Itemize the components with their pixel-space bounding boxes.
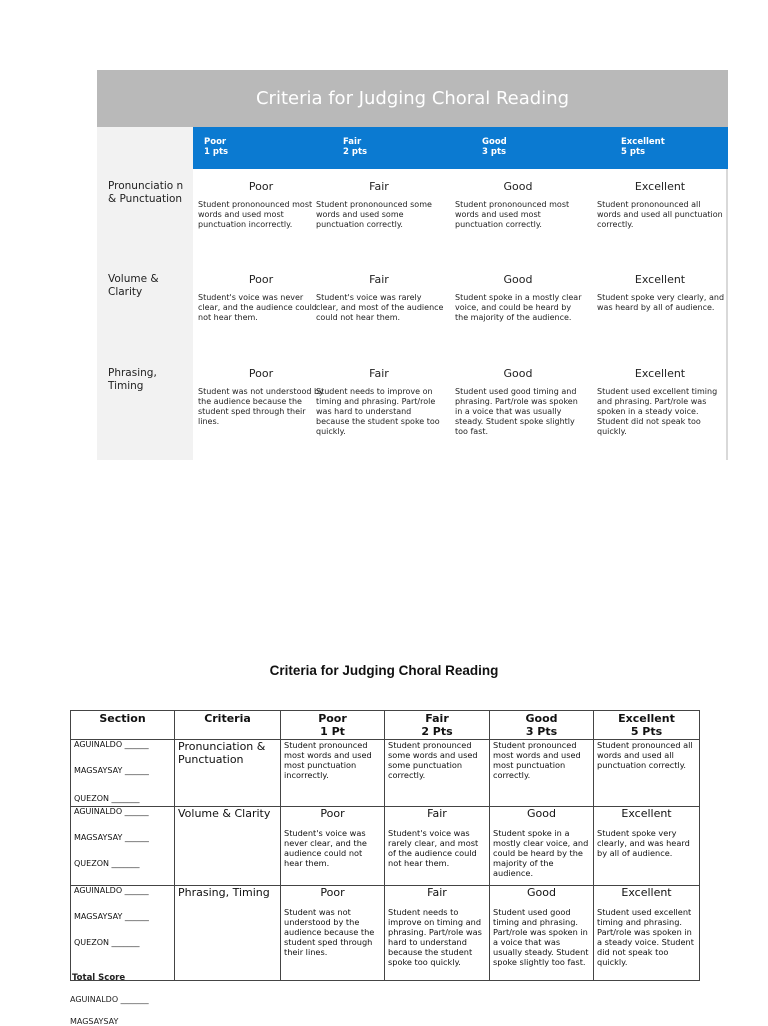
header-criteria: Criteria [175, 711, 281, 740]
table-title: Criteria for Judging Choral Reading [269, 663, 499, 678]
desc-cell: Student pronounced most words and used most punctuation correctly. [490, 740, 594, 807]
rubric-col-pts: 1 pts [204, 147, 229, 157]
rubric-col-excellent [610, 127, 728, 169]
rubric-col-pts: 2 pts [343, 147, 368, 157]
rubric-cell-level: Excellent [634, 180, 686, 193]
rubric-cell [593, 367, 727, 437]
rubric-cell [312, 367, 446, 437]
rubric-col-poor [193, 127, 332, 169]
rubric-column-header [193, 127, 728, 169]
cell-level: Excellent [621, 807, 672, 820]
section-quezon: QUEZON _______ [74, 859, 140, 868]
rubric-cell-desc: Student's voice was never clear, and the audience could not hear them. [198, 293, 317, 322]
section-magsaysay: MAGSAYSAY ______ [74, 766, 149, 775]
rubric-col-pts: 5 pts [621, 147, 646, 157]
criteria-cell: Phrasing, Timing [175, 886, 281, 981]
rubric-cell [194, 367, 328, 427]
desc-cell [490, 886, 594, 981]
cell-desc: Student used good timing and phrasing. Part/role was spoken in a voice that was usually steady. Student spoke slightly too fast. [493, 907, 589, 967]
cell-level: Poor [320, 886, 345, 899]
desc-cell [281, 886, 385, 981]
cell-desc: Student spoke very clearly, and was heard by all of audience. [597, 828, 690, 858]
rubric-col-name: Fair [343, 137, 362, 147]
rubric-cell-level: Poor [248, 180, 274, 193]
desc-cell [385, 807, 490, 886]
section-cell [71, 740, 175, 807]
section-cell [71, 886, 175, 981]
total-score-label: Total Score [72, 973, 126, 983]
cell-desc: Student's voice was never clear, and the audience could not hear them. [284, 828, 367, 868]
rubric-cell-level: Poor [248, 273, 274, 286]
rubric-cell-desc: Student used excellent timing and phrasing. Part/role was spoken in a steady voice. Student did not speak too quickly. [597, 387, 718, 436]
rubric-cell-level: Excellent [634, 367, 686, 380]
rubric-col-good [471, 127, 610, 169]
rubric-cell-desc: Student spoke very clearly, and was heard by all of audience. [597, 293, 725, 312]
cell-desc: Student's voice was rarely clear, and most of the audience could not hear them. [388, 828, 479, 868]
rubric-cell-level: Fair [369, 273, 389, 286]
section-quezon: QUEZON _______ [74, 938, 140, 947]
rubric-cell-level: Poor [248, 367, 274, 380]
rubric-col-name: Excellent [621, 137, 665, 147]
header-pts: 5 Pts [630, 725, 663, 738]
header-fair [385, 711, 490, 740]
rubric-cell-desc: Student prononounced most words and used most punctuation incorrectly. [198, 200, 313, 229]
cell-level: Excellent [621, 886, 672, 899]
header-pts: 3 Pts [525, 725, 558, 738]
header-level: Excellent [618, 712, 675, 725]
header-excellent [594, 711, 700, 740]
rubric-cell [194, 273, 328, 323]
desc-cell: Student pronounced all words and used all punctuation correctly. [594, 740, 700, 807]
header-section: Section [71, 711, 175, 740]
header-level: Good [525, 712, 558, 725]
cell-desc: Student needs to improve on timing and phrasing. Part/role was hard to understand because the student spoke too quickly. [388, 907, 482, 967]
rubric-cell-level: Good [503, 273, 533, 286]
rubric-cell-level: Good [503, 180, 533, 193]
cell-level: Fair [427, 807, 447, 820]
total-section-aguinaldo: AGUINALDO _______ [70, 995, 149, 1004]
rubric-cell [312, 273, 446, 323]
judging-table [70, 710, 700, 981]
rubric-cell-desc: Student spoke in a mostly clear voice, and could be heard by the majority of the audience. [455, 293, 582, 322]
rubric-cell [593, 273, 727, 313]
rubric-cell [194, 180, 328, 230]
rubric-card [97, 70, 728, 460]
table-row [71, 740, 700, 807]
section-aguinaldo: AGUINALDO ______ [74, 807, 149, 816]
rubric-row-criteria: Phrasing, Timing [108, 367, 157, 392]
desc-cell: Student pronounced most words and used most punctuation incorrectly. [281, 740, 385, 807]
desc-cell [594, 807, 700, 886]
rubric-col-name: Poor [204, 137, 227, 147]
section-cell [71, 807, 175, 886]
rubric-cell-desc: Student used good timing and phrasing. Part/role was spoken in a voice that was usually steady. Student spoke slightly too fast. [455, 387, 578, 436]
header-good [490, 711, 594, 740]
section-aguinaldo: AGUINALDO ______ [74, 740, 149, 749]
table-row [71, 886, 700, 981]
desc-cell [594, 886, 700, 981]
rubric-row-criteria: Volume & Clarity [108, 273, 159, 298]
cell-desc: Student spoke in a mostly clear voice, and could be heard by the majority of the audience. [493, 828, 589, 878]
rubric-cell [451, 367, 585, 437]
rubric-cell [451, 180, 585, 230]
rubric-col-pts: 3 pts [482, 147, 507, 157]
rubric-col-fair [332, 127, 471, 169]
desc-cell [281, 807, 385, 886]
header-pts: 2 Pts [421, 725, 453, 738]
rubric-cell-desc: Student needs to improve on timing and phrasing. Part/role was hard to understand because the student spoke too quickly. [316, 387, 440, 436]
rubric-cell-level: Excellent [634, 273, 686, 286]
header-pts: 1 Pt [320, 725, 345, 738]
total-section-magsaysay: MAGSAYSAY [70, 1017, 119, 1026]
cell-level: Fair [427, 886, 447, 899]
rubric-cell-desc: Student prononounced some words and used some punctuation correctly. [316, 200, 432, 229]
rubric-cell-level: Good [503, 367, 533, 380]
rubric-title: Criteria for Judging Choral Reading [97, 70, 728, 127]
desc-cell [490, 807, 594, 886]
desc-cell: Student pronounced some words and used some punctuation correctly. [385, 740, 490, 807]
criteria-cell: Volume & Clarity [175, 807, 281, 886]
rubric-cell-level: Fair [369, 180, 389, 193]
rubric-col-name: Good [482, 137, 507, 147]
header-level: Poor [318, 712, 347, 725]
rubric-cell-desc: Student prononounced most words and used most punctuation correctly. [455, 200, 570, 229]
desc-cell [385, 886, 490, 981]
section-quezon: QUEZON _______ [74, 794, 140, 803]
cell-desc: Student used excellent timing and phrasing. Part/role was spoken in a steady voice. Student did not speak too quickly. [597, 907, 694, 967]
section-aguinaldo: AGUINALDO ______ [74, 886, 149, 895]
rubric-row-criteria: Pronunciatio n & Punctuation [108, 180, 184, 205]
header-poor [281, 711, 385, 740]
cell-level: Good [527, 886, 556, 899]
table-header-row [71, 711, 700, 740]
section-magsaysay: MAGSAYSAY ______ [74, 912, 149, 921]
rubric-cell [593, 180, 727, 230]
cell-level: Good [527, 807, 556, 820]
rubric-cell [312, 180, 446, 230]
rubric-cell [451, 273, 585, 323]
header-level: Fair [425, 712, 449, 725]
cell-desc: Student was not understood by the audience because the student sped through their lines. [284, 907, 375, 957]
rubric-cell-desc: Student's voice was rarely clear, and most of the audience could not hear them. [316, 293, 444, 322]
rubric-cell-level: Fair [369, 367, 389, 380]
rubric-cell-desc: Student was not understood by the audience because the student sped through their lines. [198, 387, 324, 426]
section-magsaysay: MAGSAYSAY ______ [74, 833, 149, 842]
rubric-cell-desc: Student prononounced all words and used all punctuation correctly. [597, 200, 723, 229]
table-row [71, 807, 700, 886]
cell-level: Poor [320, 807, 345, 820]
criteria-cell: Pronunciation & Punctuation [175, 740, 281, 807]
